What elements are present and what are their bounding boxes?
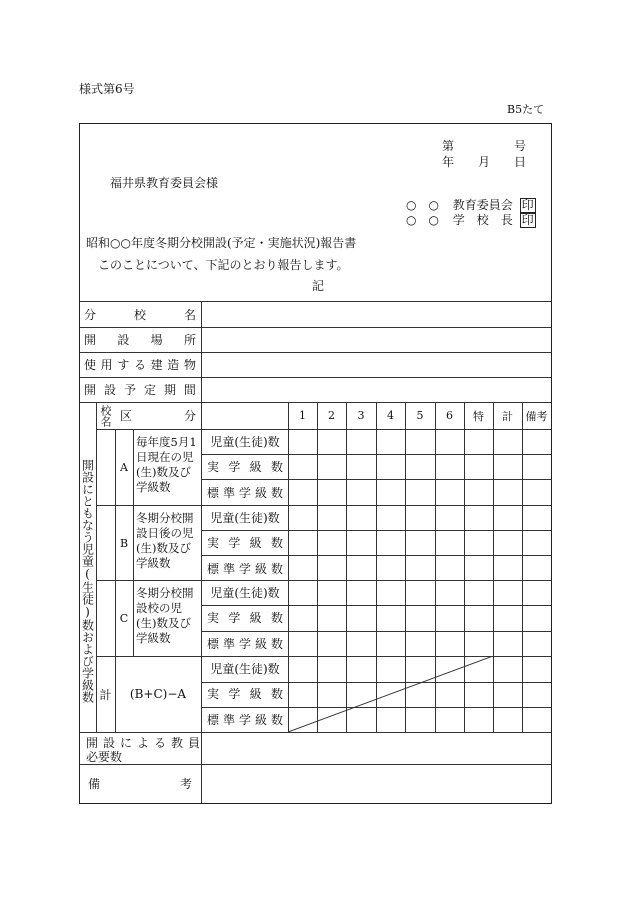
label-char: 数 [270, 460, 283, 474]
label-char: す [117, 358, 130, 372]
label-char: 数 [270, 536, 283, 550]
row-label [204, 530, 286, 555]
sender-org: 学 校 長 [452, 213, 513, 227]
label-char: 学 [228, 687, 241, 701]
label-char: 開 [84, 333, 97, 347]
group-description: 冬期分校開設校の児(生)数及び学級数 [136, 586, 194, 645]
sender-circle: ○ ○ [406, 198, 439, 212]
label-char: 開 [84, 383, 97, 397]
label-char: 考 [179, 777, 192, 791]
label-char: 間 [183, 383, 196, 397]
label-char: 学 [238, 636, 251, 651]
report-form [79, 123, 552, 804]
label-char: 分 [84, 307, 97, 322]
group-description: 毎年度5月1日現在の児(生)数及び学級数 [136, 435, 197, 494]
period-label [84, 377, 196, 402]
label-char: 標 [207, 636, 220, 651]
branch-name-label [84, 301, 196, 327]
addressee: 福井県教育委員会様 [110, 176, 219, 190]
kou-label: 校名 [99, 404, 112, 427]
label-char: 設 [117, 333, 130, 347]
label-char: 実 [207, 687, 220, 701]
label-char: 校 [133, 307, 146, 322]
label-char: 学 [228, 536, 241, 550]
label-char: 級 [254, 712, 267, 727]
label-char: 標 [207, 561, 220, 576]
row-label [204, 706, 286, 732]
label-char: 級 [249, 611, 262, 625]
column-header: 計 [502, 409, 513, 423]
label-char: 造 [167, 358, 180, 372]
label-char: 定 [143, 383, 156, 397]
total-label: 計 [99, 687, 112, 702]
label-char: 期 [163, 383, 176, 397]
label-char: 学 [238, 561, 251, 576]
group-description: 冬期分校開設日後の児(生)数及び学級数 [136, 511, 194, 570]
sender-principal [406, 211, 536, 228]
label-char: 準 [222, 485, 235, 500]
sender-org: 教育委員会 [452, 198, 513, 212]
row-label: 児童(生徒)数 [210, 435, 280, 449]
number-label-go: 号 [514, 139, 527, 153]
column-header: 特 [473, 409, 484, 423]
label-char: 実 [207, 611, 220, 625]
building-label [84, 352, 196, 377]
ki-label: 記 [312, 279, 325, 293]
label-char: 数 [270, 712, 283, 727]
body-text: このことについて、下記のとおり報告します。 [98, 258, 349, 272]
side-label: 開設にともなう児童(生徒)数および学級数 [80, 458, 95, 703]
label-char: 数 [270, 636, 283, 651]
column-header: 5 [416, 409, 424, 422]
label-char: 分 [183, 409, 196, 423]
label-char: 準 [222, 712, 235, 727]
label-char: 使 [84, 358, 97, 372]
label-char: 学 [228, 460, 241, 474]
label-char: 場 [150, 333, 163, 347]
label-char: 数 [270, 687, 283, 701]
label-char: 準 [222, 636, 235, 651]
column-header: 1 [299, 409, 306, 422]
form-number: 様式第6号 [79, 82, 135, 96]
label-char: 実 [207, 536, 220, 550]
date-year: 年 [442, 155, 455, 169]
label-char: 級 [249, 536, 262, 550]
label-char: 数 [270, 485, 283, 500]
label-char: 予 [123, 383, 136, 397]
group-code: A [120, 460, 128, 474]
teachers-needed-line1: 開設による教員 [86, 736, 206, 750]
group-code: C [119, 611, 129, 625]
date-month: 月 [478, 155, 491, 169]
seal-stamp: 印 [521, 198, 534, 212]
column-header: 6 [446, 409, 453, 422]
date-day: 日 [514, 155, 527, 169]
row-label [204, 454, 286, 479]
report-title: 昭和○○年度冬期分校開設(予定・実施状況)報告書 [86, 236, 357, 250]
label-char: 数 [270, 611, 283, 625]
row-label: 児童(生徒)数 [210, 511, 280, 525]
label-char: 設 [103, 383, 116, 397]
row-label: 児童(生徒)数 [210, 662, 280, 676]
label-char: 区 [120, 409, 133, 423]
label-char: 学 [238, 485, 251, 500]
label-char: 級 [254, 636, 267, 651]
seal-stamp: 印 [521, 213, 534, 227]
teachers-needed-line2: 必要数 [86, 750, 123, 764]
sender-circle: ○ ○ [406, 213, 439, 227]
row-label [204, 630, 286, 656]
label-char: 備 [88, 777, 101, 791]
label-char: 級 [249, 687, 262, 701]
remarks-label [86, 764, 194, 803]
column-header: 4 [387, 409, 394, 422]
row-label [204, 555, 286, 581]
total-formula: (B+C)−A [129, 687, 187, 701]
paper-size: B5たて [507, 103, 545, 116]
label-char: 建 [150, 358, 163, 372]
location-label [84, 327, 196, 352]
row-label [204, 605, 286, 630]
teachers-needed-label [86, 736, 205, 764]
label-char: 物 [183, 358, 196, 372]
label-char: 級 [254, 561, 267, 576]
label-char: 用 [100, 358, 113, 372]
number-label-dai: 第 [442, 139, 455, 153]
column-header: 2 [328, 409, 335, 422]
row-label [204, 681, 286, 706]
row-label: 児童(生徒)数 [210, 586, 280, 600]
column-header: 3 [357, 409, 365, 422]
total-diagonal [288, 656, 493, 732]
label-char: 級 [254, 485, 267, 500]
label-char: 級 [249, 460, 262, 474]
diagonal-line [288, 656, 493, 732]
label-char: 名 [183, 307, 196, 322]
label-char: 標 [207, 712, 220, 727]
label-char: る [133, 358, 146, 372]
group-code: B [119, 536, 129, 550]
kubun-label [120, 402, 196, 429]
column-header: 備考 [525, 409, 548, 423]
label-char: 学 [228, 611, 241, 625]
row-label [204, 479, 286, 505]
label-char: 所 [183, 333, 196, 347]
label-char: 実 [207, 460, 220, 474]
label-char: 数 [270, 561, 283, 576]
label-char: 標 [207, 485, 220, 500]
label-char: 準 [222, 561, 235, 576]
label-char: 学 [238, 712, 251, 727]
column-header-blank [201, 402, 288, 429]
